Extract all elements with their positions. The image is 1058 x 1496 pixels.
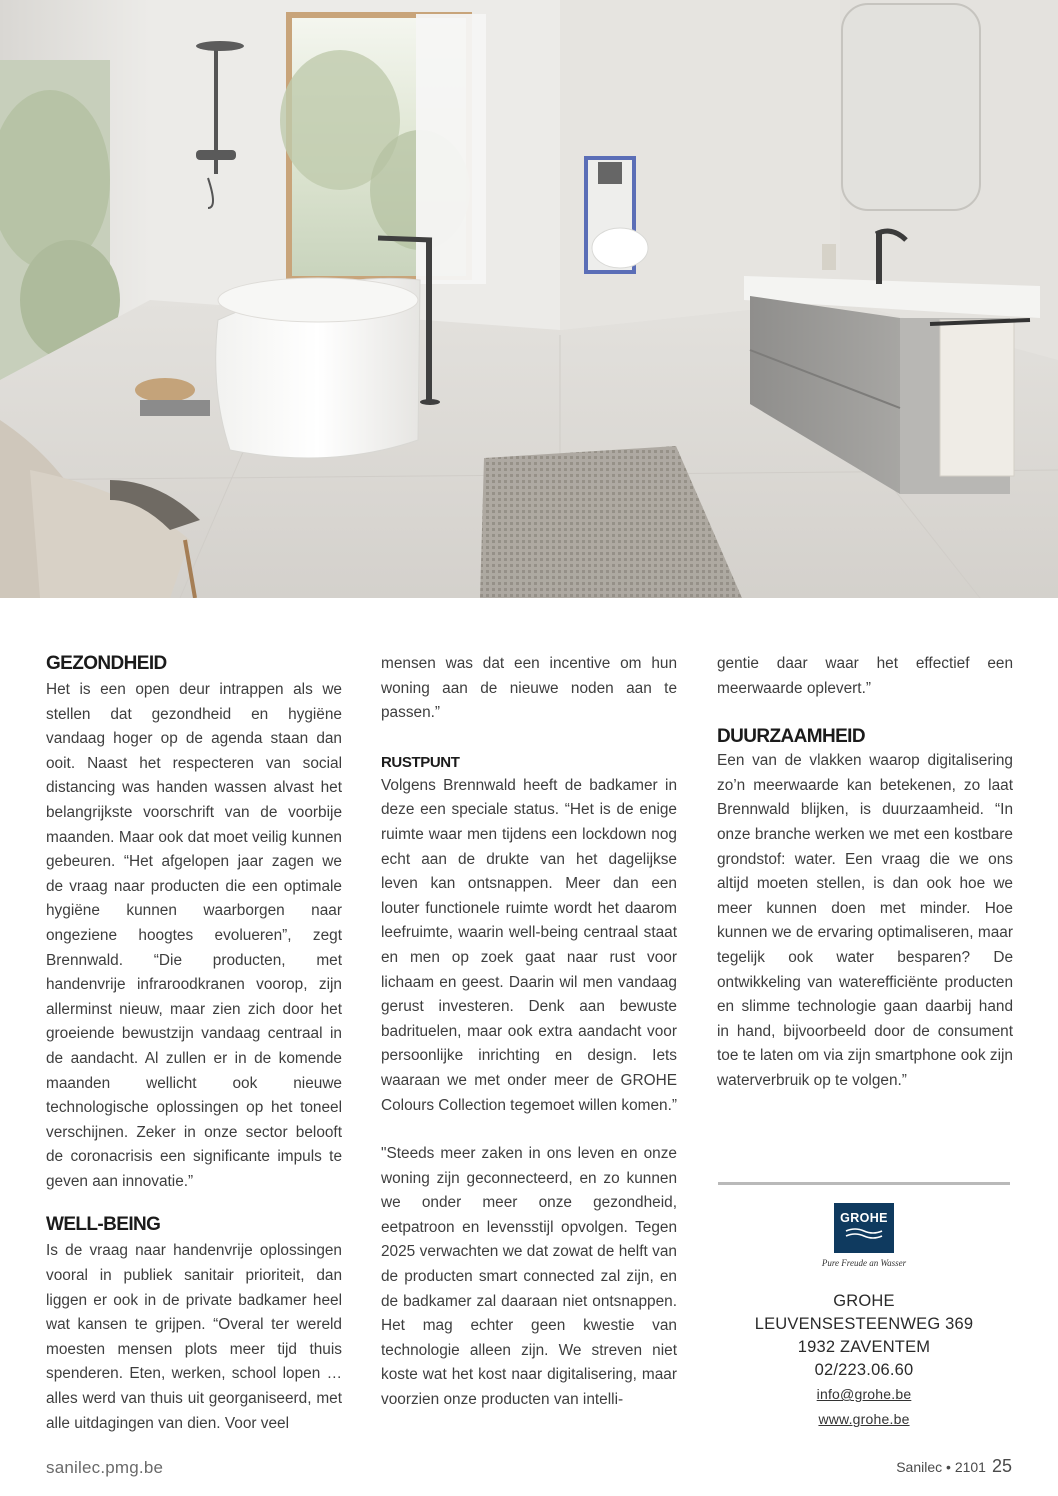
heading-rustpunt: RUSTPUNT [381,753,460,771]
company-info-box [718,1182,1010,1432]
page-number: 25 [991,1456,1012,1476]
heading-duurzaamheid: DUURZAAMHEID [717,726,865,748]
footer-issue [896,1456,1012,1477]
paragraph-gezondheid: Het is een open deur intrappen als we stellen dat gezondheid en hygiëne vandaag hoger op de agenda staan dan ooit. Naast het respecteren van social distancing was handen wassen alvast het belangrijkste voorschrift van de voorbije maanden. Maar ook dat moet veilig kunnen gebeuren. “Het afgelopen jaar zagen we de vraag naar producten die een optimale hygiëne kunnen waarborgen naar ongeziene hoogtes evolueren”, zegt Brennwald. “Die producten, met handenvrije infraroodkranen voorop, zijn allerminst nieuw, maar zien zich door het groeiende bewustzijn vandaag centraal in de aandacht. Al zullen er in de komende maanden wellicht ook nieuwe technologische oplossingen op het toneel verschijnen. Zeker in onze sector belooft de coronacrisis een significante impuls te geven aan innovatie.” [46,681,342,1190]
company-phone: 02/223.06.60 [814,1361,914,1379]
text-column-3 [717,652,1013,1094]
paragraph-continued: mensen was dat een incentive om hun woning aan de nieuwe noden aan te passen.” [381,655,677,722]
wave-icon [844,1227,884,1241]
paragraph-quote: "Steeds meer zaken in ons leven en onze woning zijn geconnecteerd, en zo kunnen we onder meer onze gezondheid, eetpatroon en levensstijl opvolgen. Tegen 2025 verwachten we dat zowat de helft van de producten smart connected zal zijn, en de badkamer zal daaraan niet ontsnappen. Het mag echter geen kwestie van technologie alleen zijn. We streven niet koste wat het kost naar digitalisering, maar voorzien onze producten van intelli- [381,1145,677,1409]
company-street: LEUVENSESTEENWEG 369 [754,1315,974,1333]
text-column-2 [381,652,677,1413]
grohe-logo [834,1203,894,1253]
logo-tagline: Pure Freude an Wasser [821,1258,907,1268]
paragraph-rustpunt: Volgens Brennwald heeft de badkamer in deze een speciale status. “Het is de enige ruimte waar men tijdens een lockdown nog echt aan de drukte van het dagelijkse leven kan ontsnappen. Meer dan een louter functionele ruimte wordt het daarom leefruimte, waarin well-being centraal staat en men op zoek gaat naar rust voor lichaam en geest. Daarin wil men vandaag gerust investeren. Denk aan bewuste badrituelen, maar ook extra aandacht voor persoonlijke inrichting en design. Iets waaraan we met onder meer de GROHE Colours Collection tegemoet willen komen.” [381,776,677,1114]
website-link[interactable]: www.grohe.be [818,1411,910,1427]
heading-well-being: WELL-BEING [46,1214,161,1236]
divider-rule [718,1182,1010,1185]
footer-website[interactable]: sanilec.pmg.be [46,1458,164,1477]
footer-magazine: Sanilec • 2101 [896,1459,986,1475]
text-column-1 [46,652,342,1436]
paragraph-duurzaamheid: Een van de vlakken waarop digitalisering zo’n meerwaarde kan betekenen, zo laat Brennwald blijken, is duurzaamheid. “In onze branche werken we met een kostbare grondstof: water. Een vraag die we ons altijd moeten stellen, is dan ook hoe we meer kunnen doen met minder. Hoe kunnen we de ervaring optimaliseren, maar tegelijk ook water besparen? De ontwikkeling van waterefficiënte producten en slimme technologie gaan daarbij hand in hand, bijvoorbeeld door de consument toe te laten om via zijn smartphone ook zijn waterverbruik op te volgen.” [717,752,1013,1089]
paragraph-well-being: Is de vraag naar handenvrije oplossingen vooral in publiek sanitair prioriteit, dan liggen er ook in de private badkamer heel wat kansen te grijpen. “Overal ter wereld moesten mensen plots meer tijd thuis spenderen. Eten, werken, school lopen … alles werd van thuis uit georganiseerd, met alle uitdagingen van dien. Voor veel [46,1242,342,1432]
bathroom-illustration [0,0,1058,598]
hero-bathroom-photo [0,0,1058,598]
heading-gezondheid: GEZONDHEID [46,653,167,674]
email-link[interactable]: info@grohe.be [816,1386,912,1402]
company-city: 1932 ZAVENTEM [797,1338,931,1356]
paragraph-continued-2: gentie daar waar het effectief een meerwaarde oplevert.” [717,655,1013,697]
logo-wordmark: GROHE [840,1211,888,1225]
company-name: GROHE [833,1292,895,1310]
